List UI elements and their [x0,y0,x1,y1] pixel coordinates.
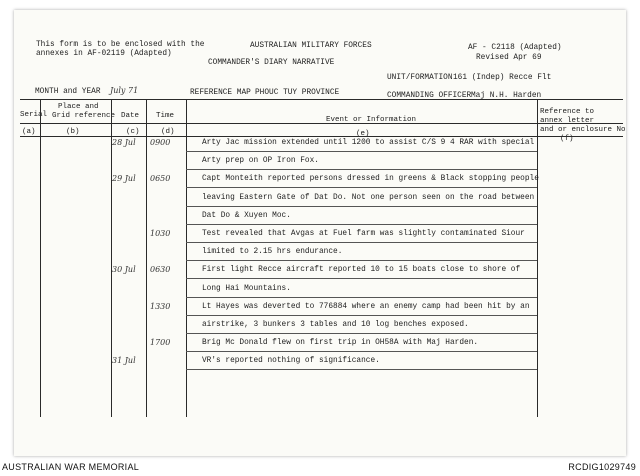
entry-row-rule [186,297,537,298]
col-code-d: (d) [161,128,175,136]
col-code-e: (e) [356,130,370,138]
entry-row-rule [186,351,537,352]
entry-text: limited to 2.15 hrs endurance. [202,248,343,257]
col-ref-header-3: and or enclosure No [540,126,626,134]
unit-value: 161 (Indep) Recce Flt [453,74,552,82]
col-divider-serial [40,99,41,417]
entry-text: Lt Hayes was deverted to 776884 where an enemy camp had been hit by an [202,302,530,311]
footer-right: RCDIG1029749 [568,462,636,472]
col-divider-event [537,99,538,417]
entry-row-rule [186,315,537,316]
map-label: REFERENCE MAP [190,89,251,97]
form-title: COMMANDER'S DIARY NARRATIVE [208,59,335,67]
org-title: AUSTRALIAN MILITARY FORCES [250,42,372,50]
entry-row-rule [186,260,537,261]
col-code-b: (b) [66,128,80,136]
entry-row-rule [186,206,537,207]
col-divider-date [146,99,147,417]
entry-time: 1030 [150,229,171,238]
col-code-f: (f) [560,135,574,143]
officer-value: Maj N.H. Harden [471,92,542,100]
entry-row-rule [186,278,537,279]
entry-row-rule [186,151,537,152]
month-label: MONTH and YEAR [35,88,101,96]
entry-date: 30 Jul [112,265,136,275]
entry-row-rule [186,169,537,170]
entry-row-rule [186,333,537,334]
col-place-header-2: Grid reference [52,112,116,120]
col-serial-header: Serial [20,111,48,119]
entry-text: Dat Do & Xuyen Moc. [202,211,291,220]
entry-row-rule [186,187,537,188]
entry-date: 28 Jul [112,138,136,147]
entry-text: leaving Eastern Gate of Dat Do. Not one person seen on the road between [202,193,535,202]
entry-text: Arty prep on OP Iron Fox. [202,157,319,166]
entry-text: Test revealed that Avgas at Fuel farm was slightly contaminated Siour [202,230,525,238]
form-revised: Revised Apr 69 [476,54,542,62]
entry-time: 1330 [150,301,171,311]
entry-time: 0630 [150,265,171,275]
form-note-line1: This form is to be enclosed with the [36,41,205,49]
entry-time: 0900 [150,138,171,147]
entry-text: VR's reported nothing of significance. [202,357,380,366]
map-value: PHOUC TUY PROVINCE [255,89,340,97]
entry-time: 0650 [150,174,171,184]
col-event-header: Event or Information [326,116,417,124]
col-ref-header-1: Reference to [540,108,595,116]
entry-text: Brig Mc Donald flew on first trip in OH58A with Maj Harden. [202,339,479,348]
entry-row-rule [186,242,537,243]
entry-row-rule [186,224,537,225]
entry-text: Long Hai Mountains. [202,284,291,293]
entry-time: 1700 [150,338,171,348]
entry-row-rule [186,369,537,370]
col-date-header: Date [121,112,140,120]
form-number: AF - C2118 (Adapted) [468,44,562,52]
entry-text: Arty Jac mission extended until 1200 to assist C/S 9 4 RAR with special [202,139,535,147]
month-value: July 71 [110,86,139,95]
entry-text: Capt Monteith reported persons dressed in greens & Black stopping people [202,175,539,184]
form-note-line2: annexes in AF-02119 (Adapted) [36,50,172,58]
entry-text: airstrike, 3 bunkers 3 tables and 10 log benches exposed. [202,321,469,329]
officer-label: COMMANDING OFFICER [387,92,472,100]
footer-left: AUSTRALIAN WAR MEMORIAL [2,462,140,472]
col-ref-header-2: annex letter [540,117,595,125]
col-code-a: (a) [22,128,36,136]
col-place-header-1: Place and [58,103,99,111]
col-time-header: Time [156,112,175,120]
entry-text: First light Recce aircraft reported 10 to 15 boats close to shore of [202,266,521,275]
unit-label: UNIT/FORMATION [387,74,453,82]
col-code-c: (c) [126,128,140,136]
entry-date: 29 Jul [112,174,136,184]
entry-date: 31 Jul [112,356,136,366]
